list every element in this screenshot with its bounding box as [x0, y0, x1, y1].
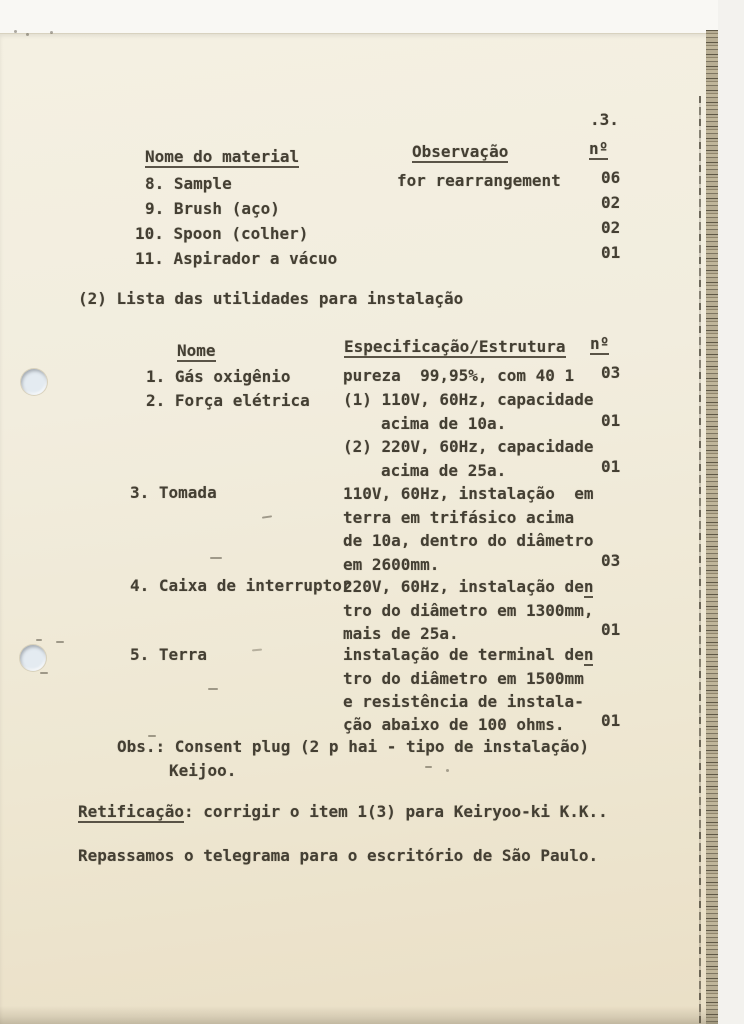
- closing-line: Repassamos o telegrama para o escritório de São Paulo.: [78, 846, 599, 865]
- retificacao-label: Retificação: [78, 802, 184, 821]
- t2-qty: 01: [601, 457, 621, 476]
- smudge-mark: [56, 641, 64, 643]
- t1-row-label: 10. Spoon (colher): [135, 224, 309, 243]
- t2-spec-line: (1) 110V, 60Hz, capacidade: [343, 390, 594, 409]
- t2-spec-line: (2) 220V, 60Hz, capacidade: [343, 437, 594, 456]
- speck: [446, 769, 449, 772]
- t2-item-label: 1. Gás oxigênio: [146, 367, 291, 386]
- t1-header-qty-text: nº: [589, 139, 609, 158]
- paper-bottom-shadow: [0, 1006, 718, 1024]
- punch-hole-top: [21, 369, 47, 395]
- paper-binding-edge: [706, 30, 718, 1024]
- t2-qty: 01: [601, 411, 621, 430]
- t1-header-observacao: [412, 143, 508, 163]
- t2-spec-line: de 10a, dentro do diâmetro: [343, 531, 594, 550]
- t1-header-material-text: Nome do material: [145, 147, 300, 166]
- t2-spec-line: terra em trifásico acima: [343, 508, 575, 527]
- t2-spec-text: 220V, 60Hz, instalação de: [343, 577, 584, 596]
- t2-spec-line: tro do diâmetro em 1500mm: [343, 669, 584, 688]
- obs-note-line1: Obs.: Consent plug (2 p hai - tipo de instalação): [117, 737, 590, 756]
- punch-hole-bottom: [20, 645, 46, 671]
- t2-spec-line: [343, 578, 593, 595]
- t2-spec-line: mais de 25a.: [343, 624, 459, 643]
- t2-item-label: 5. Terra: [130, 645, 208, 664]
- t1-row-qty: 06: [601, 168, 621, 187]
- smudge-mark: [425, 766, 432, 768]
- t2-spec-line: tro do diâmetro em 1300mm,: [343, 601, 594, 620]
- speck: [26, 33, 29, 36]
- speck: [14, 30, 17, 33]
- t2-header-espec: [344, 338, 566, 358]
- t2-spec-continuation: n: [583, 577, 594, 596]
- speck: [50, 31, 53, 34]
- t1-row-label: 8. Sample: [145, 174, 232, 193]
- smudge-mark: [148, 735, 156, 737]
- obs-note-line2: Keijoo.: [169, 761, 237, 780]
- t2-spec-line: [343, 646, 593, 663]
- retificacao-line: [78, 803, 608, 823]
- t2-item-label: 2. Força elétrica: [146, 391, 310, 410]
- t2-header-espec-text: Especificação/Estrutura: [344, 337, 566, 356]
- page-number: .3.: [590, 110, 619, 129]
- t1-header-material: [145, 148, 299, 168]
- section-title: (2) Lista das utilidades para instalação: [78, 289, 464, 308]
- t1-row-qty: 02: [601, 193, 621, 212]
- t2-qty: 01: [601, 620, 621, 639]
- t2-spec-line: ção abaixo de 100 ohms.: [343, 715, 565, 734]
- smudge-mark: [210, 557, 222, 559]
- smudge-mark: [208, 688, 218, 690]
- t1-header-observacao-text: Observação: [412, 142, 509, 161]
- t2-header-qty-text: nº: [590, 334, 610, 353]
- t1-row-qty: 01: [601, 243, 621, 262]
- t2-qty: 03: [601, 551, 621, 570]
- t2-item-label: 4. Caixa de interruptor: [130, 576, 352, 595]
- t2-spec-line: 110V, 60Hz, instalação em: [343, 484, 594, 503]
- smudge-mark: [40, 672, 48, 674]
- retificacao-text: : corrigir o item 1(3) para Keiryoo-ki K.K..: [183, 802, 608, 821]
- t1-row-label: 9. Brush (aço): [145, 199, 280, 218]
- t2-spec-line: e resistência de instala-: [343, 692, 584, 711]
- t2-spec-line: acima de 10a.: [381, 414, 507, 433]
- smudge-mark: [36, 639, 42, 641]
- t1-row-qty: 02: [601, 218, 621, 237]
- t2-spec-continuation: n: [583, 645, 594, 664]
- paper-edge-line: [699, 96, 701, 1024]
- t2-item-label: 3. Tomada: [130, 483, 217, 502]
- t2-spec-line: pureza 99,95%, com 40 1: [343, 366, 575, 385]
- t2-qty: 01: [601, 711, 621, 730]
- t2-header-nome: [177, 342, 216, 362]
- t2-spec-line: em 2600mm.: [343, 555, 440, 574]
- t1-header-qty: [589, 140, 608, 160]
- scan-background-right: [718, 0, 744, 1024]
- t2-header-qty: [590, 335, 609, 355]
- scan-background-top: [0, 0, 744, 33]
- t2-header-nome-text: Nome: [177, 341, 216, 360]
- t2-qty: 03: [601, 363, 621, 382]
- t1-row-obs: for rearrangement: [397, 171, 561, 190]
- t2-spec-line: acima de 25a.: [381, 461, 507, 480]
- t2-spec-text: instalação de terminal de: [343, 645, 584, 664]
- t1-row-label: 11. Aspirador a vácuo: [135, 249, 338, 268]
